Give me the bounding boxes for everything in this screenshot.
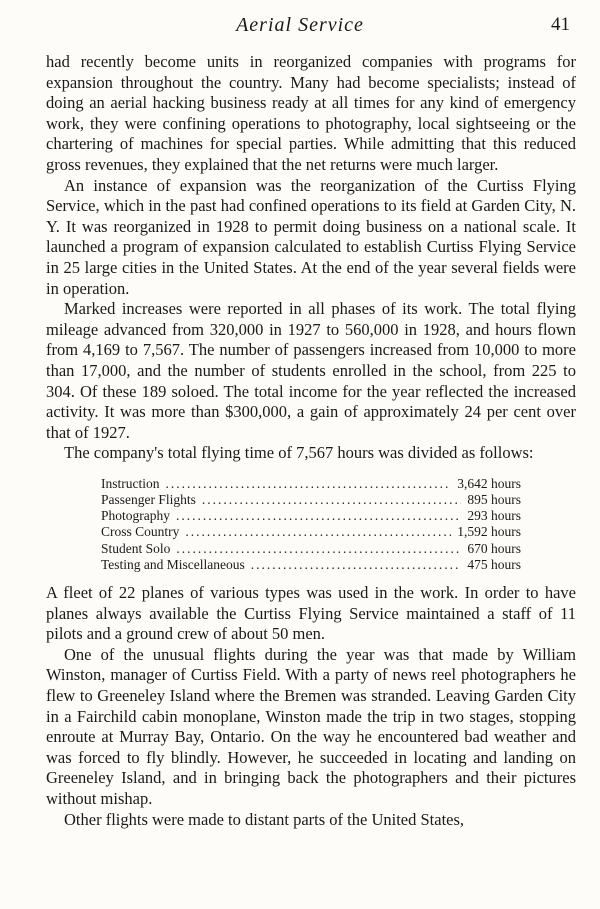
paragraph-increases: Marked increases were reported in all phases of its work. The total flying mileage advanced from 320,000 in 1927 to 560,000 in 1928, and hours flown from 4,169 to 7,567. The number of passengers increased from 10,000 to more than 17,000, and the number of students enrolled in the school, from 225 to 304. Of these 189 soloed. The total income for the year reflected the increased activity. It was more than $300,000, a gain of approximately 24 per cent over that of 1927. [46,299,576,442]
paragraph-flying-time: The company's total flying time of 7,567 hours was divided as follows: [64,443,534,463]
paragraph-winston-flight: One of the unusual flights during the year was that made by William Winston, manager of Curtiss Field. With a party of news reel photographers he flew to Greeneley Island where the Bremen was stranded. Leaving Garden City in a Fairchild cabin monoplane, Winston made the trip in two stages, stopping enroute at Murray Bay, Ontario. On the way he encountered bad weather and was forced to fly blindly. However, he succeeded in locating and landing on Greeneley Island, and in bringing back the photographers and their pictures without mishap. [46,644,576,809]
row-label: Instruction [101,475,160,491]
running-head: Aerial Service [236,14,364,36]
table-row [101,492,521,508]
leader-dots [185,524,451,540]
row-label: Cross Country [101,524,180,540]
paragraph-curtiss-expansion: An instance of expansion was the reorganization of the Curtiss Flying Service, which in the past had confined operations to its field at Garden City, N. Y. It was reorganized in 1928 to permit doing business on a national scale. It launched a program of expansion calculated to establish Curtiss Flying Service in 25 large cities in the United States. At the end of the year several fields were in operation. [46,175,576,298]
table-row [101,557,521,573]
hours-table [101,476,521,573]
paragraph-fleet: A fleet of 22 planes of various types was used in the work. In order to have planes always available the Curtiss Flying Service maintained a staff of 11 pilots and a ground crew of about 50 men. [46,583,576,644]
leader-dots [176,541,461,557]
row-value: 670 hours [467,540,521,556]
row-label: Passenger Flights [101,492,196,508]
row-value: 3,642 hours [457,475,521,491]
row-label: Student Solo [101,540,171,556]
leader-dots [176,508,461,524]
table-row [101,524,521,540]
table-row [101,508,521,524]
row-value: 293 hours [467,508,521,524]
row-label: Testing and Miscellaneous [101,556,245,572]
leader-dots [202,492,461,508]
table-row [101,476,521,492]
leader-dots [166,476,452,492]
paragraph-other-flights: Other flights were made to distant parts of the United States, [64,809,465,829]
row-value: 475 hours [467,556,521,572]
body-text [46,52,576,830]
table-row [101,541,521,557]
page-header [0,14,600,40]
page-number: 41 [551,14,570,35]
row-value: 1,592 hours [457,524,521,540]
row-value: 895 hours [467,492,521,508]
paragraph-continuation: had recently become units in reorganized companies with programs for expansion throughout the country. Many had become specialists; instead of doing an aerial hacking business ready at all times for any kind of emergency work, they were confining operations to photography, local sightseeing or the chartering of machines for special parties. While admitting that this reduced gross revenues, they explained that the net returns were much larger. [46,52,576,174]
row-label: Photography [101,508,170,524]
leader-dots [251,557,462,573]
